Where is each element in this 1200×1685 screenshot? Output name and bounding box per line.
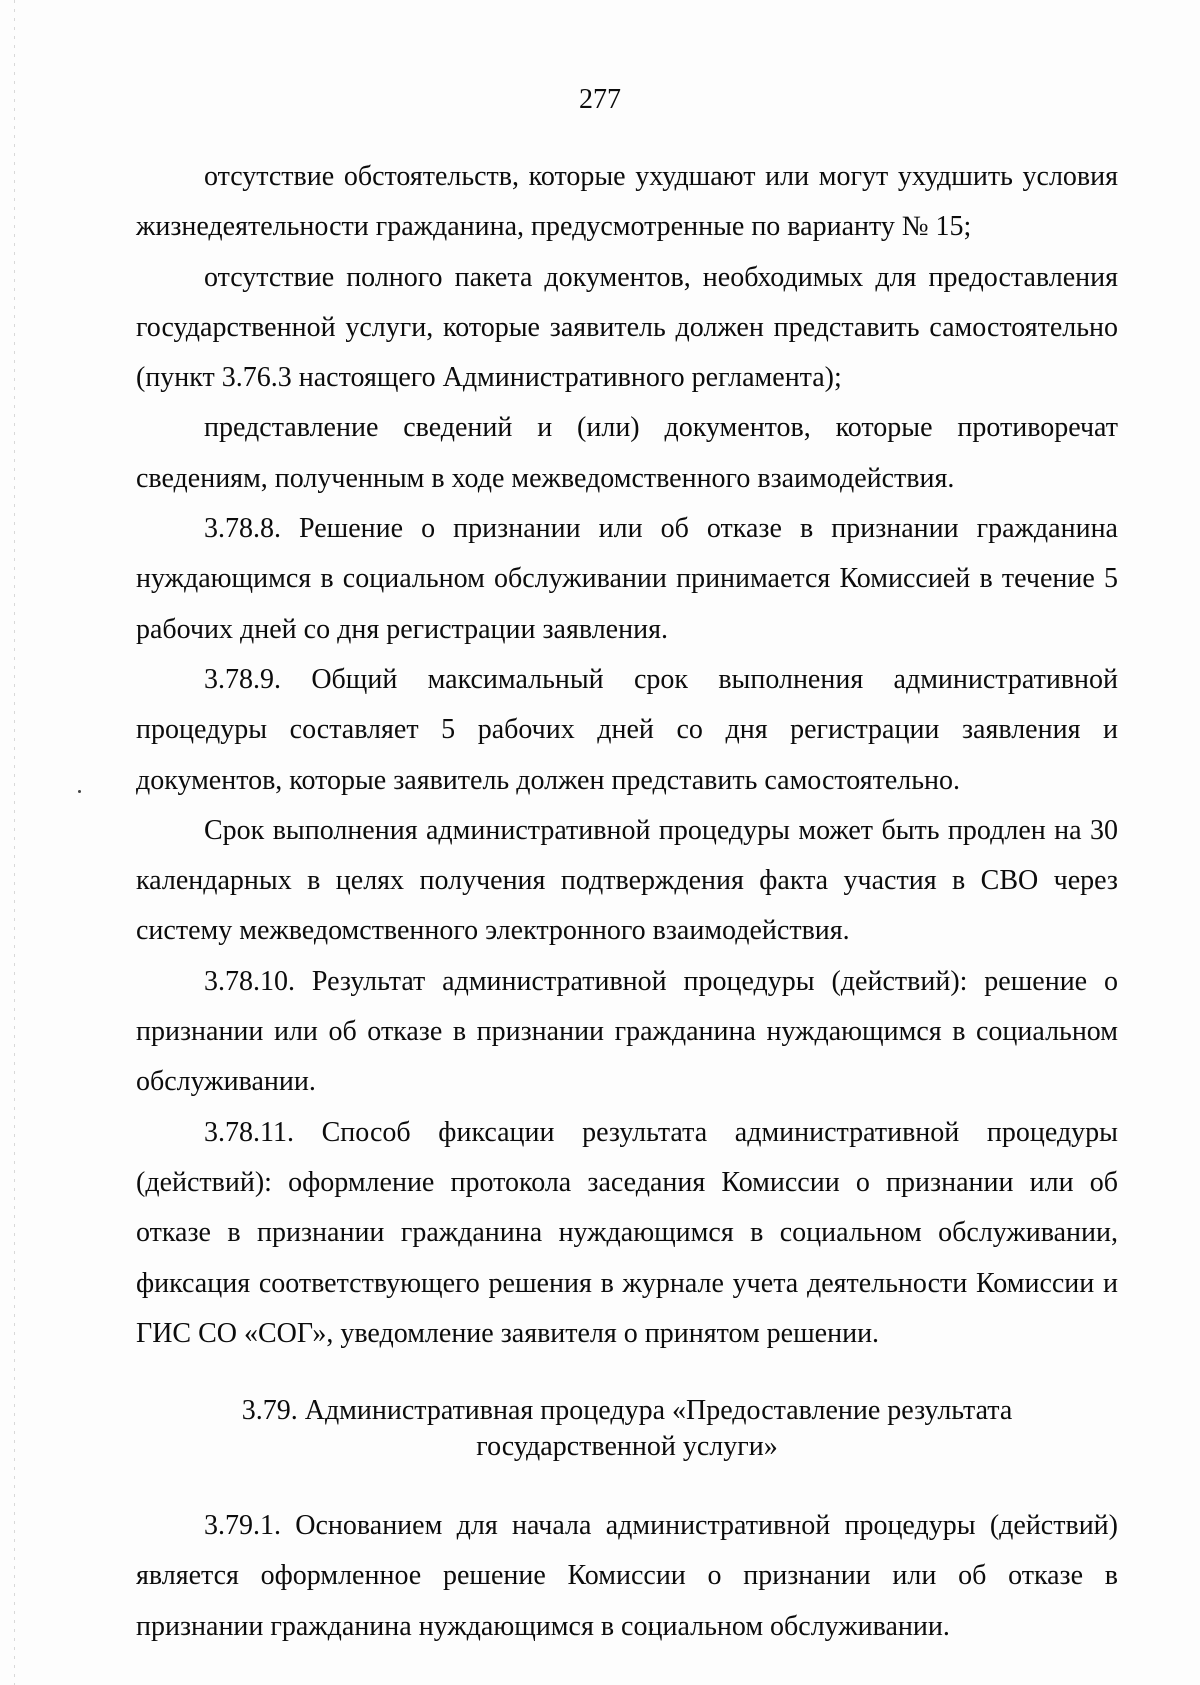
- section-heading-3-79: [136, 1393, 1118, 1465]
- paragraph-extension: Срок выполнения административной процедуры может быть продлен на 30 календарных в целях получения подтверждения факта участия в СВО через систему межведомственного электронного взаимодействия.: [136, 814, 1118, 947]
- paragraph-3-79-1: 3.79.1. Основанием для начала административной процедуры (действий) является оформленное решение Комиссии о признании или об отказе в признании гражданина нуждающимся в социальном обслуживании.: [136, 1510, 1118, 1642]
- paragraph-3-78-8: 3.78.8. Решение о признании или об отказе в признании гражданина нуждающимся в социальном обслуживании принимается Комиссией в течение 5 рабочих дней со дня регистрации заявления.: [136, 513, 1118, 645]
- scan-edge-artifact: [14, 0, 15, 1685]
- paragraph-incomplete-docs: отсутствие полного пакета документов, необходимых для предоставления государственной услуги, которые заявитель должен представить самостоятельно (пункт 3.76.3 настоящего Административного регламента);: [136, 261, 1118, 394]
- document-body: [136, 152, 1118, 1652]
- paragraph-conditions: отсутствие обстоятельств, которые ухудшают или могут ухудшить условия жизнедеятельности гражданина, предусмотренные по варианту № 15;: [136, 161, 1118, 243]
- section-heading-line: 3.79. Административная процедура «Предоставление результата: [241, 1395, 1013, 1427]
- paragraph-3-78-11: 3.78.11. Способ фиксации результата административной процедуры (действий): оформление протокола заседания Комиссии о признании или об отказе в признании гражданина нуждающимся в социальном обслуживании, фиксация соответствующего решения в журнале учета деятельности Комиссии и ГИС СО «СОГ», уведомление заявителя о принятом решении.: [136, 1116, 1118, 1349]
- paragraph-3-78-9: 3.78.9. Общий максимальный срок выполнения административной процедуры составляет 5 рабочих дней со дня регистрации заявления и документов, которые заявитель должен представить самостоятельно.: [136, 663, 1118, 796]
- spacer: [136, 1465, 1118, 1501]
- scan-speck: [78, 790, 81, 793]
- paragraph-contradicting-info: представление сведений и (или) документов, которые противоречат сведениям, полученным в ходе межведомственного взаимодействия.: [136, 412, 1118, 494]
- section-heading-line: государственной услуги»: [476, 1431, 778, 1463]
- page-number: 277: [579, 84, 621, 115]
- paragraph-3-78-10: 3.78.10. Результат административной процедуры (действий): решение о признании или об отказе в признании гражданина нуждающимся в социальном обслуживании.: [136, 965, 1118, 1098]
